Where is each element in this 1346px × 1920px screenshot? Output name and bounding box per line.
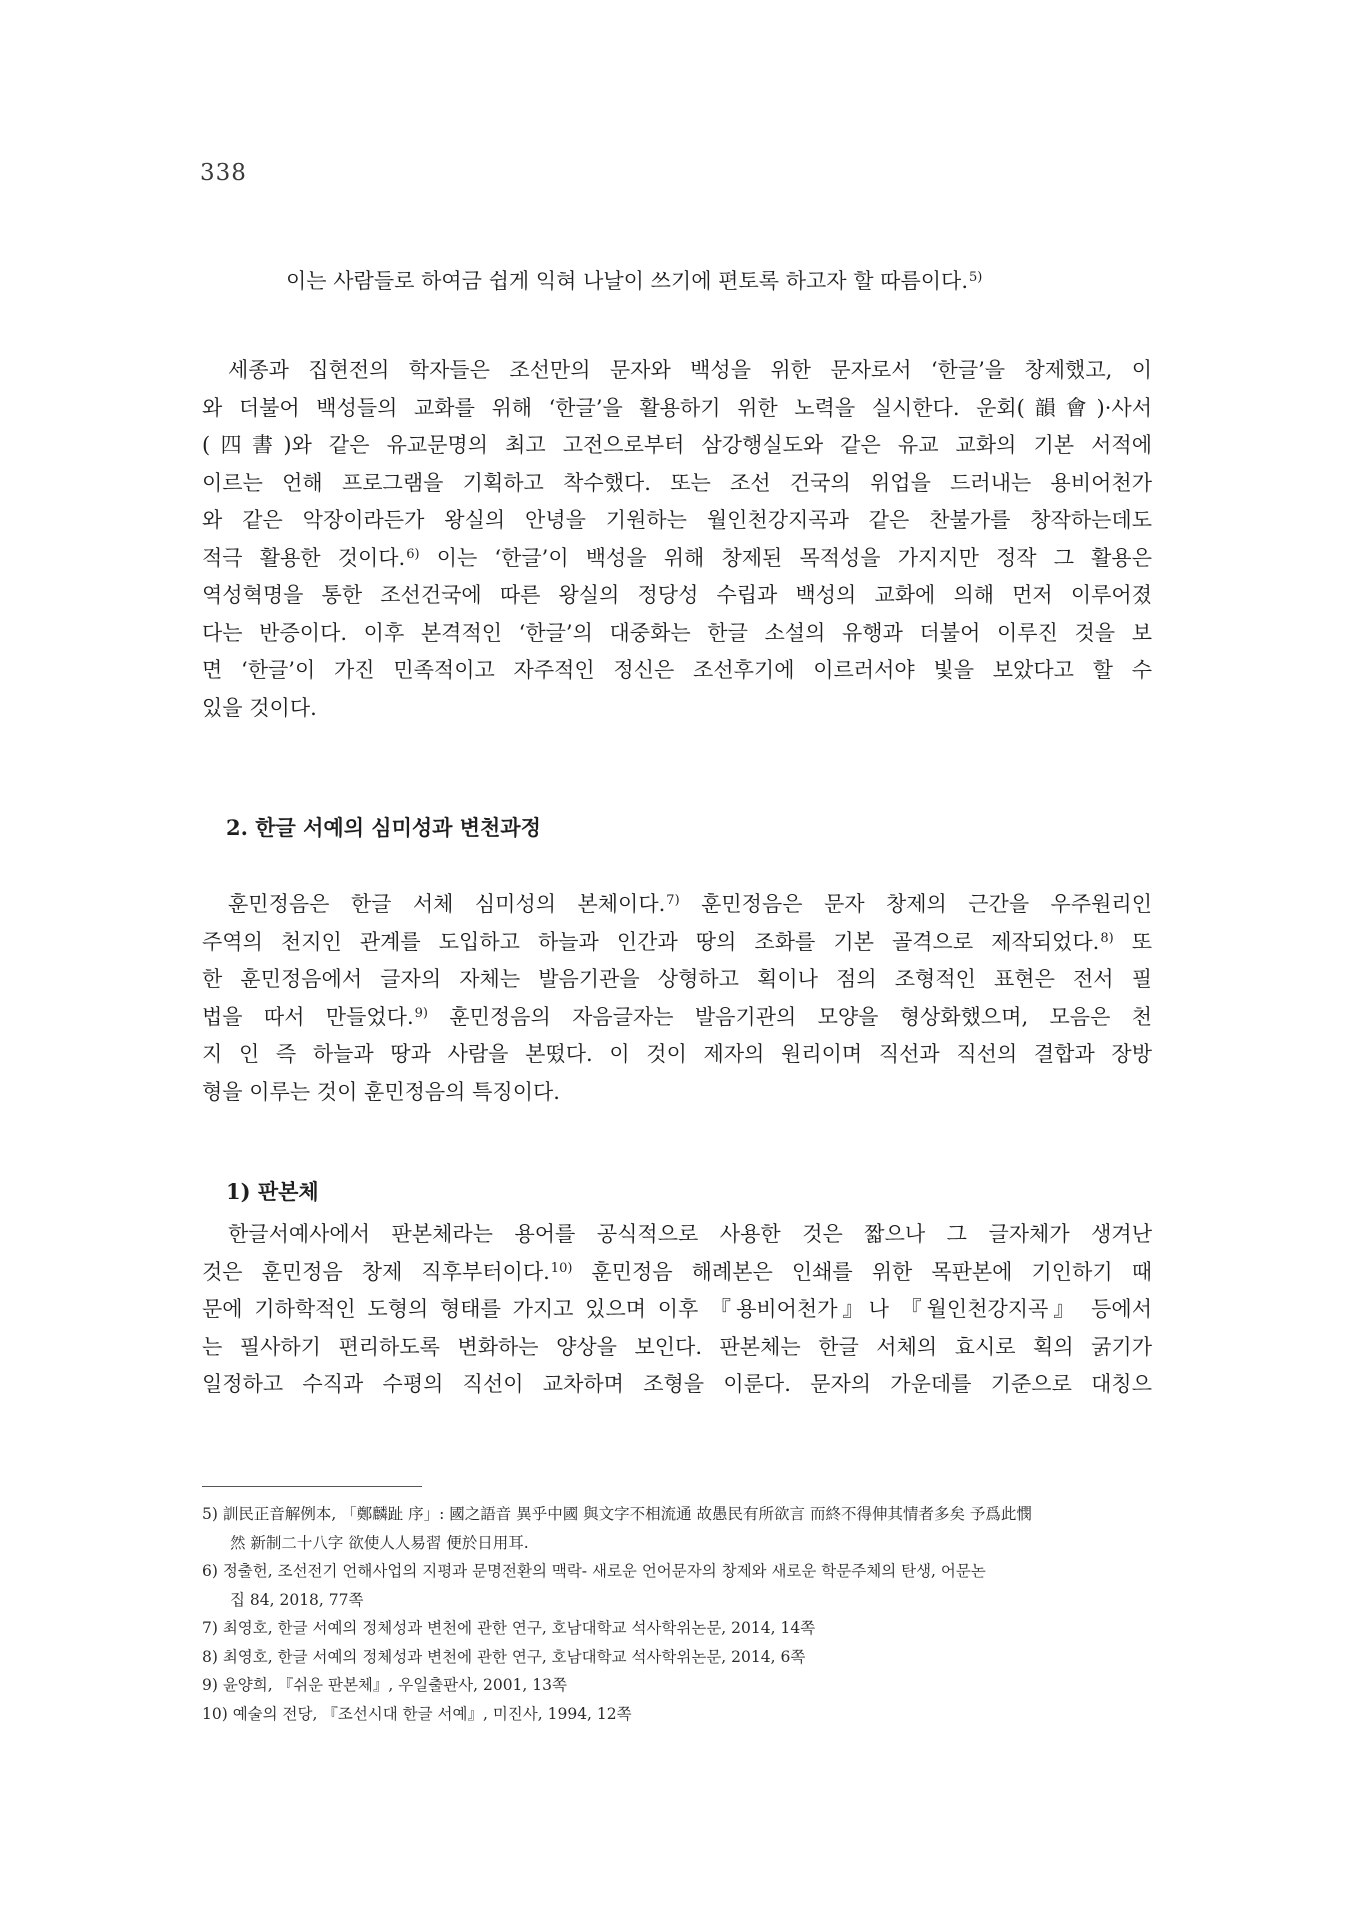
paragraph-line bbox=[202, 999, 1152, 1037]
line-text: 법을 따서 만들었다. bbox=[202, 1004, 414, 1029]
footnote-8: 8) 최영호, 한글 서예의 정체성과 변천에 관한 연구, 호남대학교 석사학위논문, 2014, 6쪽 bbox=[202, 1647, 806, 1666]
paragraph-line: 한글서예사에서 판본체라는 용어를 공식적으로 사용한 것은 짧으나 그 글자체가 생겨난 bbox=[228, 1222, 1152, 1246]
paragraph-line: 형을 이루는 것이 훈민정음의 특징이다. bbox=[202, 1079, 560, 1104]
footnote-ref-8[interactable]: 8) bbox=[1100, 930, 1114, 946]
paragraph-line: 한 훈민정음에서 글자의 자체는 발음기관을 상형하고 획이나 점의 조형적인 표현은 전서 필 bbox=[202, 967, 1152, 991]
paragraph-line: 역성혁명을 통한 조선건국에 따른 왕실의 정당성 수립과 백성의 교화에 의해 먼저 이루어졌 bbox=[202, 583, 1152, 607]
section-heading: 2. 한글 서예의 심미성과 변천과정 bbox=[226, 815, 541, 840]
subsection-heading: 1) 판본체 bbox=[226, 1179, 319, 1204]
paragraph-line: 지 인 즉 하늘과 땅과 사람을 본떴다. 이 것이 제자의 원리이며 직선과 직선의 결합과 장방 bbox=[202, 1042, 1152, 1066]
line-text: 주역의 천지인 관계를 도입하고 하늘과 인간과 땅의 조화를 기본 골격으로 제작되었다. bbox=[202, 929, 1100, 954]
footnote-ref-7[interactable]: 7) bbox=[666, 893, 680, 908]
footnote-10: 10) 예술의 전당, 『조선시대 한글 서예』, 미진사, 1994, 12쪽 bbox=[202, 1704, 632, 1723]
footnote-6-continued: 집 84, 2018, 77쪽 bbox=[230, 1590, 364, 1609]
paragraph-line: 일정하고 수직과 수평의 직선이 교차하며 조형을 이룬다. 문자의 가운데를 기준으로 대칭으 bbox=[202, 1372, 1152, 1396]
paragraph-line bbox=[202, 924, 1152, 962]
quote-text: 이는 사람들로 하여금 쉽게 익혀 나날이 쓰기에 편토록 하고자 할 따름이다. bbox=[286, 269, 969, 293]
paragraph-line: 있을 것이다. bbox=[202, 695, 317, 720]
paragraph-line: 면 ‘한글’이 가진 민족적이고 자주적인 정신은 조선후기에 이르러서야 빛을 보았다고 할 수 bbox=[202, 658, 1152, 682]
footnote-5-continued: 然 新制二十八字 欲使人人易習 便於日用耳. bbox=[230, 1533, 529, 1552]
paragraph-line: 는 필사하기 편리하도록 변화하는 양상을 보인다. 판본체는 한글 서체의 효시로 획의 굵기가 bbox=[202, 1334, 1152, 1359]
line-text: 훈민정음 해례본은 인쇄를 위한 목판본에 기인하기 때 bbox=[572, 1259, 1152, 1284]
footnote-ref-10[interactable]: 10) bbox=[550, 1260, 573, 1276]
footnote-7: 7) 최영호, 한글 서예의 정체성과 변천에 관한 연구, 호남대학교 석사학위논문, 2014, 14쪽 bbox=[202, 1619, 816, 1637]
footnote-5: 5) 訓民正音解例本, 「鄭麟趾 序」: 國之語音 異乎中國 與文字不相流通 故愚民有所欲言 而終不得伸其情者多矣 予爲此憫 bbox=[202, 1505, 1032, 1523]
page-number: 338 bbox=[200, 160, 247, 186]
footnote-ref-5[interactable]: 5) bbox=[969, 270, 983, 285]
footnote-separator bbox=[202, 1486, 422, 1487]
line-text: 훈민정음의 자음글자는 발음기관의 모양을 형상화했으며, 모음은 천 bbox=[427, 1004, 1152, 1029]
paragraph-line bbox=[202, 540, 1152, 578]
footnote-6: 6) 정출헌, 조선전기 언해사업의 지평과 문명전환의 맥락- 새로운 언어문자의 창제와 새로운 학문주체의 탄생, 어문논 bbox=[202, 1562, 986, 1580]
line-text: 또 bbox=[1113, 929, 1152, 954]
line-text: 훈민정음은 문자 창제의 근간을 우주원리인 bbox=[679, 892, 1152, 916]
paragraph-3 bbox=[202, 1216, 1152, 1404]
footnotes bbox=[202, 1500, 1156, 1728]
paragraph-line: 세종과 집현전의 학자들은 조선만의 문자와 백성을 위한 문자로서 ‘한글’을 창제했고, 이 bbox=[228, 358, 1152, 382]
block-quote bbox=[286, 266, 1186, 296]
paragraph-1 bbox=[202, 352, 1152, 727]
line-text: 이는 ‘한글’이 백성을 위해 창제된 목적성을 가지지만 정작 그 활용은 bbox=[419, 545, 1152, 570]
paragraph-line: 문에 기하학적인 도형의 형태를 가지고 있으며 이후 『용비어천가』나 『월인천강지곡』 등에서 bbox=[202, 1297, 1152, 1321]
line-text: 것은 훈민정음 창제 직후부터이다. bbox=[202, 1259, 550, 1284]
line-text: 적극 활용한 것이다. bbox=[202, 545, 406, 570]
paragraph-line: 와 같은 악장이라든가 왕실의 안녕을 기원하는 월인천강지곡과 같은 찬불가를 창작하는데도 bbox=[202, 508, 1152, 532]
paragraph-line: 다는 반증이다. 이후 본격적인 ‘한글’의 대중화는 한글 소설의 유행과 더불어 이루진 것을 보 bbox=[202, 620, 1152, 645]
footnote-9: 9) 윤양희, 『쉬운 판본체』, 우일출판사, 2001, 13쪽 bbox=[202, 1676, 567, 1694]
paragraph-line bbox=[202, 886, 1152, 924]
paragraph-line bbox=[202, 1254, 1152, 1292]
footnote-ref-6[interactable]: 6) bbox=[406, 546, 420, 562]
paragraph-line: 와 더불어 백성들의 교화를 위해 ‘한글’을 활용하기 위한 노력을 실시한다. 운회(韻會)·사서 bbox=[202, 395, 1152, 420]
footnote-ref-9[interactable]: 9) bbox=[414, 1005, 428, 1021]
line-text: 훈민정음은 한글 서체 심미성의 본체이다. bbox=[228, 892, 666, 916]
paragraph-line: 이르는 언해 프로그램을 기획하고 착수했다. 또는 조선 건국의 위업을 드러내는 용비어천가 bbox=[202, 470, 1152, 495]
paragraph-2 bbox=[202, 886, 1152, 1111]
paragraph-line: (四書)와 같은 유교문명의 최고 고전으로부터 삼강행실도와 같은 유교 교화의 기본 서적에 bbox=[202, 433, 1152, 457]
